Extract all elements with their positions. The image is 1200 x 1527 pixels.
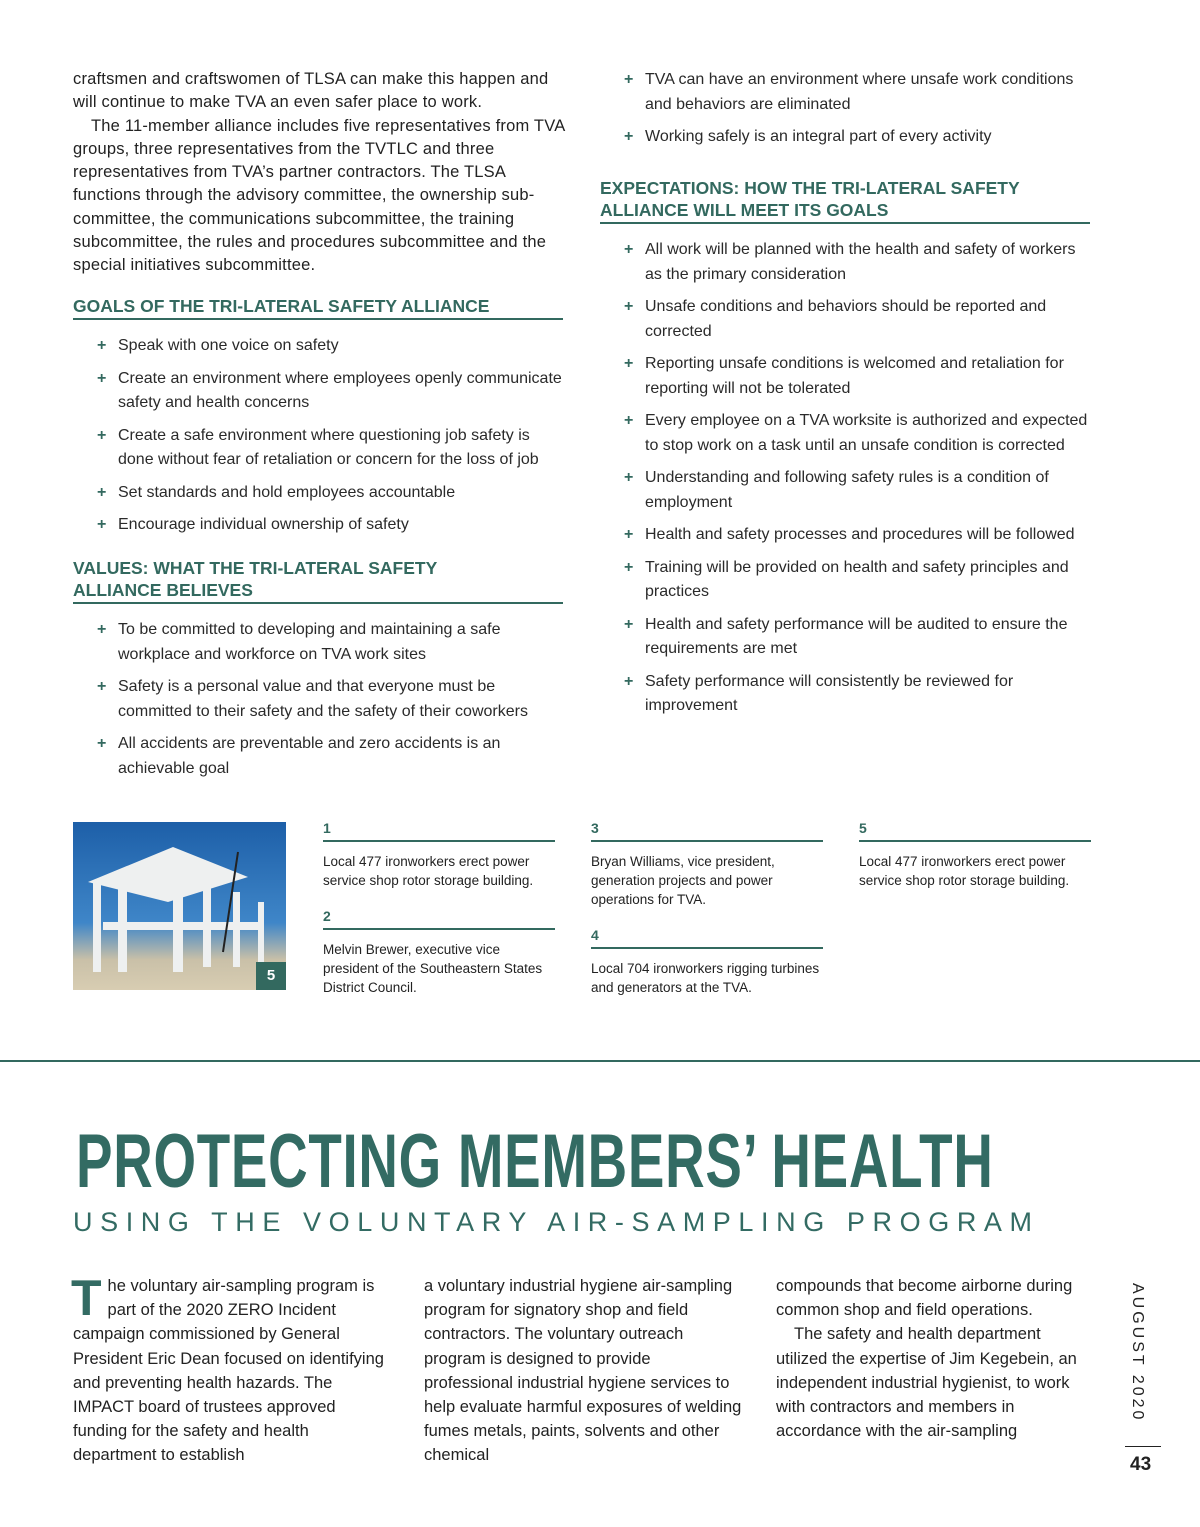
plus-bullet-icon: +: [624, 558, 634, 576]
plus-bullet-icon: +: [624, 672, 634, 690]
list-item: [600, 670, 1090, 719]
plus-bullet-icon: +: [97, 735, 107, 752]
list-item-text: Reporting unsafe conditions is welcomed and retaliation for reporting will not be tolerated: [645, 355, 1064, 397]
list-item: [600, 352, 1090, 401]
list-item-text: Training will be provided on health and safety principles and practices: [645, 558, 1069, 600]
article-column-2: [424, 1274, 744, 1468]
ironworkers-construction-photo: [73, 822, 286, 990]
list-item-text: Encourage individual ownership of safety: [118, 516, 409, 533]
article-text: The safety and health department utilized the expertise of Jim Kegebein, an independent industrial hygienist, to work with contractors and members in accordance with the air-sampling: [776, 1325, 1077, 1441]
list-item: [600, 613, 1090, 662]
caption-4: [591, 927, 823, 997]
expectations-heading: EXPECTATIONS: HOW THE TRI-LATERAL SAFETY ALLIANCE WILL MEET ITS GOALS: [600, 177, 1090, 224]
list-item-text: Working safely is an integral part of every activity: [645, 128, 992, 145]
caption-1: [323, 820, 555, 890]
caption-number: 2: [323, 908, 555, 930]
list-item: [73, 424, 563, 473]
list-item-text: Understanding and following safety rules is a condition of employment: [645, 469, 1049, 511]
caption-text: Melvin Brewer, executive vice president of the Southeastern States District Council.: [323, 942, 543, 995]
list-item-text: Health and safety performance will be audited to ensure the requirements are met: [645, 615, 1068, 657]
plus-bullet-icon: +: [97, 483, 107, 501]
steel-frame-illustration: [73, 822, 286, 990]
drop-cap: T: [71, 1270, 102, 1326]
caption-number: 1: [323, 820, 555, 842]
issue-label: [1128, 1283, 1158, 1423]
list-item: [600, 556, 1090, 605]
plus-bullet-icon: +: [97, 621, 107, 638]
list-item: [600, 466, 1090, 515]
caption-number: 5: [859, 820, 1091, 842]
plus-bullet-icon: +: [97, 369, 107, 387]
expectations-list: [600, 238, 1090, 719]
caption-2: [323, 908, 555, 997]
article-headline: PROTECTING MEMBERS’ HEALTH: [76, 1119, 994, 1204]
plus-bullet-icon: +: [624, 298, 634, 315]
list-item-text: TVA can have an environment where unsafe work conditions and behaviors are eliminated: [645, 71, 1074, 113]
plus-bullet-icon: +: [624, 615, 634, 633]
list-item: [73, 732, 563, 781]
plus-bullet-icon: +: [624, 128, 634, 145]
list-item: [73, 675, 563, 724]
photo-number-badge: 5: [256, 962, 286, 990]
list-item-text: All accidents are preventable and zero accidents is an achievable goal: [118, 735, 501, 777]
list-item-text: Safety performance will consistently be reviewed for improvement: [645, 672, 1014, 714]
list-item: [600, 68, 1090, 117]
article-subhead: USING THE VOLUNTARY AIR-SAMPLING PROGRAM: [73, 1207, 1040, 1237]
section-divider: [0, 1060, 1200, 1062]
list-item: [73, 513, 563, 538]
article-text: he voluntary air-sampling program is part of the 2020 ZERO Incident campaign commissioned by General President Eric Dean focused on identifying and preventing health hazards. The IMPACT board of trustees approved funding for the safety and health department to establish: [73, 1277, 384, 1465]
list-item-text: Health and safety processes and procedures will be followed: [645, 526, 1075, 543]
list-item: [73, 334, 563, 359]
plus-bullet-icon: +: [97, 678, 107, 695]
list-item-text: Every employee on a TVA worksite is authorized and expected to stop work on a task until an unsafe condition is corrected: [645, 412, 1088, 454]
goals-heading: GOALS OF THE TRI-LATERAL SAFETY ALLIANCE: [73, 295, 563, 320]
plus-bullet-icon: +: [97, 337, 107, 354]
plus-bullet-icon: +: [624, 526, 634, 543]
list-item-text: Create a safe environment where questioning job safety is done without fear of retaliation or concern for the loss of job: [118, 426, 539, 468]
right-top-list: [600, 68, 1090, 150]
page-number: 43: [1130, 1454, 1152, 1475]
article-column-3: [776, 1274, 1086, 1443]
values-list: [73, 618, 563, 781]
caption-number: 4: [591, 927, 823, 949]
caption-text: Bryan Williams, vice president, generation projects and power operations for TVA.: [591, 854, 775, 907]
list-item: [600, 125, 1090, 150]
list-item: [73, 367, 563, 416]
goals-list: [73, 334, 563, 538]
article-text: a voluntary industrial hygiene air-sampling program for signatory shop and field contractors. The voluntary outreach program is designed to provide professional industrial hygiene services to help evaluate harmful exposures of welding fumes metals, paints, solvents and other chemical: [424, 1277, 742, 1465]
list-item-text: To be committed to developing and maintaining a safe workplace and workforce on TVA work sites: [118, 621, 501, 663]
list-item-text: Safety is a personal value and that everyone must be committed to their safety and the safety of their coworkers: [118, 678, 528, 720]
values-section: [73, 557, 563, 789]
plus-bullet-icon: +: [97, 426, 107, 444]
caption-number: 3: [591, 820, 823, 842]
list-item: [600, 409, 1090, 458]
list-item-text: Unsafe conditions and behaviors should be reported and corrected: [645, 298, 1047, 340]
list-item-text: Create an environment where employees openly communicate safety and health concerns: [118, 369, 562, 411]
intro-text: [73, 68, 565, 278]
plus-bullet-icon: +: [97, 516, 107, 533]
list-item: [73, 618, 563, 667]
list-item: [600, 238, 1090, 287]
caption-5: [859, 820, 1091, 890]
right-top-section: [600, 68, 1090, 158]
caption-text: Local 704 ironworkers rigging turbines and generators at the TVA.: [591, 961, 820, 995]
list-item-text: Set standards and hold employees accountable: [118, 483, 456, 501]
list-item: [73, 481, 563, 506]
list-item-text: All work will be planned with the health and safety of workers as the primary consideration: [645, 241, 1076, 283]
plus-bullet-icon: +: [624, 469, 634, 486]
goals-section: [73, 295, 563, 546]
issue-date: AUGUST 2020: [1129, 1283, 1146, 1423]
caption-3: [591, 820, 823, 909]
article-column-1: [71, 1270, 393, 1468]
page-number-rule: [1125, 1446, 1161, 1447]
intro-paragraph-2: The 11-member alliance includes five representatives from TVA groups, three representatives from the TVTLC and three representatives from TVA’s partner contractors. The TLSA functions through the advisory committee, the ownership sub-committee, the communications subcommittee, the training subcommittee, the rules and procedures subcommittee and the special initiatives subcommittee.: [73, 116, 565, 275]
intro-paragraph-1: craftsmen and craftswomen of TLSA can make this happen and will continue to make TVA an even safer place to work.: [73, 70, 549, 112]
plus-bullet-icon: +: [624, 355, 634, 372]
values-heading: VALUES: WHAT THE TRI-LATERAL SAFETY ALLIANCE BELIEVES: [73, 557, 563, 604]
expectations-section: [600, 177, 1090, 727]
plus-bullet-icon: +: [624, 412, 634, 429]
caption-text: Local 477 ironworkers erect power service shop rotor storage building.: [323, 854, 534, 888]
list-item: [600, 295, 1090, 344]
plus-bullet-icon: +: [624, 241, 634, 258]
plus-bullet-icon: +: [624, 71, 634, 88]
caption-text: Local 477 ironworkers erect power service shop rotor storage building.: [859, 854, 1070, 888]
article-text: compounds that become airborne during common shop and field operations.: [776, 1277, 1073, 1320]
list-item: [600, 523, 1090, 548]
list-item-text: Speak with one voice on safety: [118, 337, 339, 354]
